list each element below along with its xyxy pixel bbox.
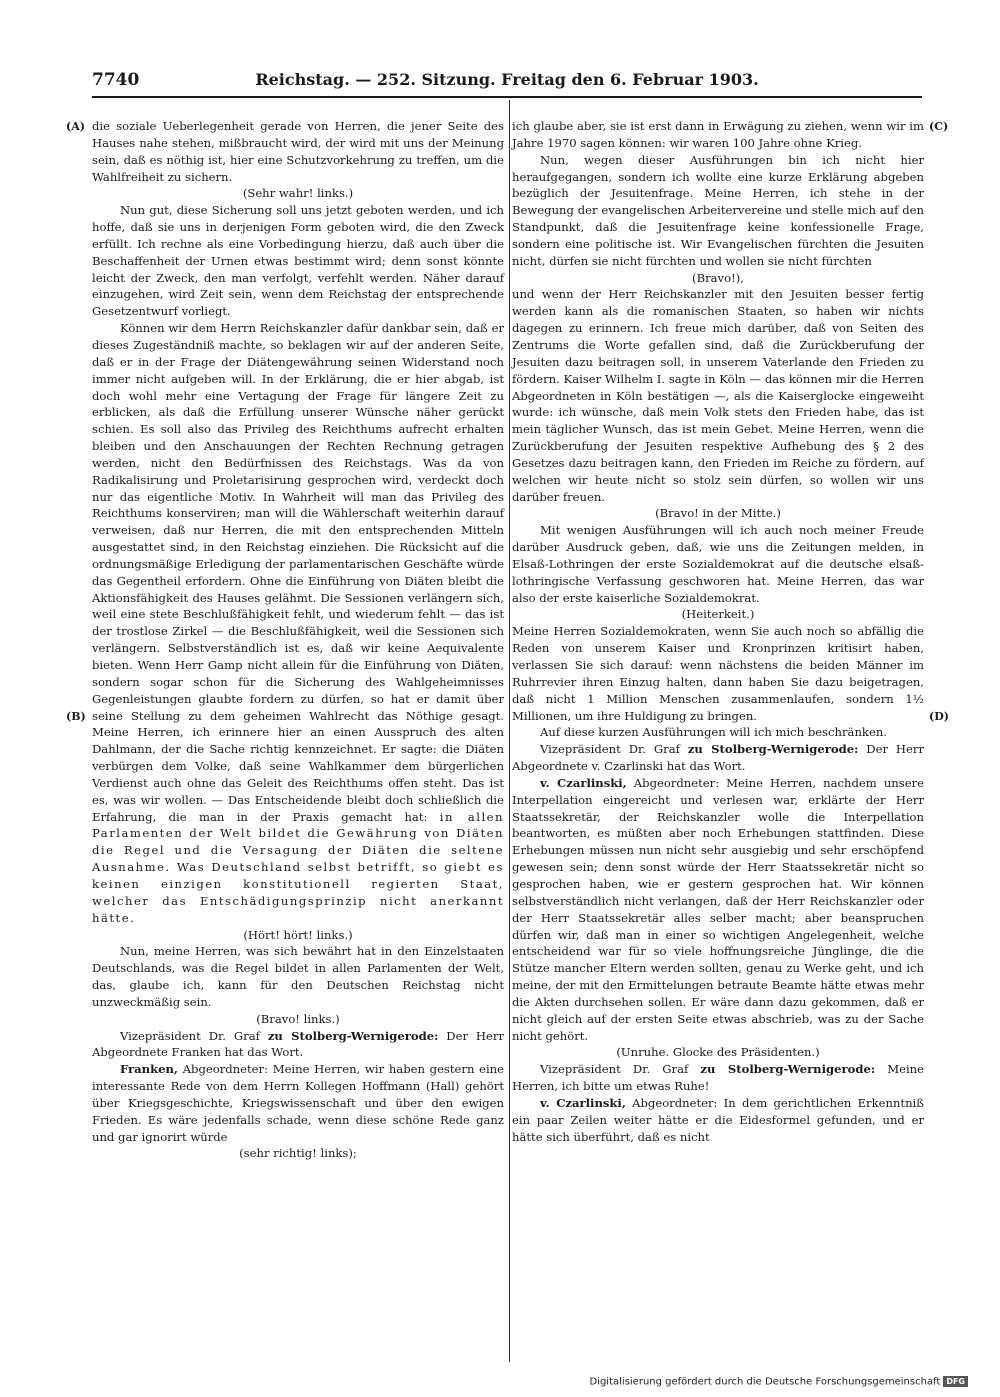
speaker-name: zu Stolberg-Wernigerode: [700, 1062, 876, 1077]
speaker-paragraph [92, 1061, 504, 1145]
paragraph: ich glaube aber, sie ist erst dann in Erwägung zu ziehen, wenn wir im Jahre 1970 sagen können: wir waren 100 Jahre ohne Krieg. [512, 119, 924, 150]
paragraph [92, 320, 504, 926]
speaker-name: zu Stolberg-Wernigerode: [267, 1028, 439, 1043]
speaker-name: Franken, [120, 1062, 178, 1077]
left-column [92, 118, 504, 1162]
speaker-paragraph [512, 741, 924, 775]
column-divider [509, 100, 510, 1362]
speaker-paragraph [512, 1095, 924, 1146]
page-header [92, 70, 922, 96]
interjection: (Hört! hört! links.) [243, 927, 353, 942]
paragraph: Nun gut, diese Sicherung soll uns jetzt geboten werden, und ich hoffe, daß sie uns in derjenigen Form geboten wird, die den Zweck erfüllt. Ich rechne als eine Vorbedingung hierzu, daß auch über die Beschaffenheit der Urnen etwas bestimmt wird; denn sonst könnte leicht der Zweck, den man verfolgt, verfehlt werden. Näher darauf einzugehen, wird Zeit sein, wenn dem Reichstag der entsprechende Gesetzentwurf vorliegt. [92, 203, 504, 319]
interjection: (Bravo! in der Mitte.) [655, 506, 781, 521]
interjection: (Bravo! links.) [256, 1011, 340, 1026]
footer-text: Digitalisierung gefördert durch die Deutsche Forschungsgemeinschaft [589, 1376, 941, 1388]
paragraph: Nun, meine Herren, was sich bewährt hat in den Einzelstaaten Deutschlands, was die Regel bildet in allen Parlamenten der Welt, das, glaube ich, kann für den Deutschen Reichstag nicht unzweckmäßig sein. [92, 944, 504, 1009]
margin-marker-a: (A) [66, 120, 85, 133]
interjection: (sehr richtig! links); [239, 1146, 357, 1161]
speaker-role: Vizepräsident Dr. Graf [120, 1028, 260, 1043]
speech-text: Abgeordneter: Meine Herren, nachdem unsere Interpellation eingereicht und verlesen war, erklärte der Herr Staatssekretär, der Reichskanzler wolle die Interpellation beantworten, es müßten aber noch Erhebungen stattfinden. Diese Erhebungen müssen nun nicht sehr ausgiebig und sehr erschöpfend gewesen sein; denn sonst würde der Herr Staatssekretär nicht so gesprochen haben, wie er gestern gesprochen hat. Wir können selbstverständlich nicht verlangen, daß der Herr Reichskanzler oder der Herr Staatssekretär alles selber macht; aber beanspruchen dürfen wir, daß man in einer so wichtigen Angelegenheit, welche entscheidend war für so viele hoffnungsreiche Jünglinge, die die Stütze mancher Eltern werden sollten, genau zu Werke geht, und ich meine, der mit den Ermittelungen betraute Beamte hätte etwas mehr die Akten durchsehen sollen. Er wäre dann dazu gekommen, daß er nicht gleich auf der ersten Seite etwas abschrieb, was zu der Sache nicht gehört. [512, 775, 924, 1043]
header-rule [92, 96, 922, 98]
paragraph: Mit wenigen Ausführungen will ich auch noch meiner Freude darüber Ausdruck geben, daß, wie uns die Zeitungen melden, in Elsaß-Lothringen der erste Sozialdemokrat auf die deutsche elsaß-lothringische Verfassung geschworen hat. Meine Herren, das war also der erste kaiserliche Sozialdemokrat. [512, 523, 924, 605]
page-number: 7740 [92, 70, 140, 90]
paragraph-text: Können wir dem Herrn Reichskanzler dafür dankbar sein, daß er dieses Zugeständniß machte, so beklagen wir auf der anderen Seite, daß er in der Frage der Diätengewährung seinen Widerstand noch immer nicht aufgeben will. In der Erklärung, die er hier abgab, ist doch wohl mehr eine Vertagung der Frage für längere Zeit zu erblicken, als daß die Erfüllung unserer Wünsche näher gerückt schien. Es soll also das Privileg des Reichthums aufrecht erhalten bleiben und den Anschauungen der Rechten Rechnung getragen werden, nicht den Bedürfnissen des Reichstags. Was da von Radikalisirung und Proletarisirung gesprochen wird, verdeckt doch nur das eigentliche Motiv. In Wahrheit will man das Privileg des Reichthums konserviren; man will die Wählerschaft weiterhin darauf verweisen, daß nur Herren, die mit den entsprechenden Mitteln ausgestattet sind, in den Reichstag einziehen. Die Rücksicht auf die ordnungsmäßige Erledigung der parlamentarischen Geschäfte würde das Gegentheil erfordern. Ohne die Einführung von Diäten bleibt die Aktionsfähigkeit des Hauses gelähmt. Die Sessionen verlängern sich, weil eine stete Beschlußfähigkeit fehlt, und wiederum fehlt — das ist der trostlose Zirkel — die Beschlußfähigkeit, weil die Sessionen sich verlängern. Selbstverständlich ist es, daß wir keine Aequivalente bieten. Wenn Herr Gamp nicht allein für die Einführung von Diäten, sondern sogar schon für die Sicherung des Wahlgeheimnisses Gegenleistungen glaubte fordern zu dürfen, so hat er damit über seine Stellung zu dem geheimen Wahlrecht das Nöthige gesagt. Meine Herren, ich erinnere hier an einen Ausspruch des alten Dahlmann, der die Sache richtig kennzeichnet. Er sagte: die Diäten verbürgen dem Volke, daß seine Wahlkammer dem bürgerlichen Verdienst auch ohne das Geleit des Reichthums offen steht. Das ist es, was wir wollen. — Das Entscheidende bleibt doch schließlich die Erfahrung, die man in der Praxis gemacht hat: [92, 321, 504, 824]
speech-text: Abgeordneter: Meine Herren, wir haben gestern eine interessante Rede von dem Herrn Kollegen Hoffmann (Hall) gehört über Kriegsgeschichte, Kriegswissenschaft und über den ewigen Frieden. Es wäre jedenfalls schade, wenn diese schöne Rede ganz und gar ignorirt würde [92, 1062, 505, 1144]
speech-text: Abgeordneter: In dem gerichtlichen Erkenntniß ein paar Zeilen weiter hätte er die Eidesformel gefunden, und er hätte sich überführt, daß es nicht [512, 1095, 924, 1144]
speaker-name: v. Czarlinski, [540, 775, 627, 790]
speaker-name: v. Czarlinski, [540, 1095, 626, 1110]
interjection: (Heiterkeit.) [681, 607, 755, 622]
speaker-name: zu Stolberg-Wernigerode: [687, 742, 859, 757]
interjection: (Unruhe. Glocke des Präsidenten.) [616, 1045, 820, 1060]
speech-text: Der Herr Abgeordnete v. Czarlinski hat das Wort. [512, 742, 924, 774]
paragraph: die soziale Ueberlegenheit gerade von Herren, die jener Seite des Hauses nahe stehen, mißbraucht wird, der wird mit uns der Meinung sein, daß es nöthig ist, hier eine Schutzvorkehrung zu treffen, um die Wahlfreiheit zu sichern. [92, 119, 504, 184]
interjection: (Bravo!), [692, 270, 744, 285]
margin-marker-b: (B) [66, 710, 86, 723]
dfg-logo: DFG [943, 1376, 968, 1387]
speech-text: Meine Herren, ich bitte um etwas Ruhe! [512, 1062, 925, 1094]
paragraph: Auf diese kurzen Ausführungen will ich mich beschränken. [540, 725, 887, 740]
speech-text: Der Herr Abgeordnete Franken hat das Wort. [92, 1028, 504, 1060]
margin-marker-d: (D) [929, 710, 949, 723]
paragraph: und wenn der Herr Reichskanzler mit den Jesuiten besser fertig werden kann als die romanischen Staaten, so haben wir nichts dagegen zu erinnern. Ich freue mich darüber, daß von Seiten des Zentrums die Worte gefallen sind, daß die Zurückberufung der Jesuiten dazu beitragen soll, in unserem Vaterlande den Frieden zu fördern. Kaiser Wilhelm I. sagte in Köln — das können mir die Herren Abgeordneten in Köln bestätigen —, als die Kaiserglocke eingeweiht wurde: ich wünsche, daß mein Volk stets den Frieden habe, das ist mein täglicher Wunsch, das ist mein Gebet. Meine Herren, wenn die Zurückberufung der Jesuiten respektive Aufhebung des § 2 des Gesetzes dazu beitragen kann, den Frieden im Reiche zu fördern, auf welchen wir heute nicht so stolz sein dürfen, so wollen wir uns darüber freuen. [512, 287, 924, 504]
speaker-role: Vizepräsident Dr. Graf [540, 742, 680, 757]
speaker-paragraph [92, 1028, 504, 1062]
right-column [512, 118, 924, 1145]
running-head: Reichstag. — 252. Sitzung. Freitag den 6. Februar 1903. [255, 70, 759, 89]
paragraph: Meine Herren Sozialdemokraten, wenn Sie auch noch so abfällig die Reden von unserem Kaiser und Kronprinzen kritisirt haben, verlassen Sie sich darauf: wenn nächstens die beiden Männer im Ruhrrevier ihren Einzug halten, dann haben Sie dazu beigetragen, daß nicht 1 Million Menschen zusammenlaufen, sondern 1½ Millionen, um ihre Huldigung zu bringen. [512, 624, 924, 723]
margin-marker-c: (C) [929, 120, 949, 133]
paragraph: Nun, wegen dieser Ausführungen bin ich nicht hier heraufgegangen, sondern ich wollte eine kurze Erklärung abgeben bezüglich der Jesuitenfrage. Meine Herren, ich stehe in der Bewegung der evangelischen Arbeitervereine und stelle mich auf den Standpunkt, daß die Jesuitenfrage keine konfessionelle Frage, sondern eine politische ist. Wir Evangelischen fürchten die Jesuiten nicht, dürfen sie nicht fürchten und wollen sie nicht fürchten [512, 152, 924, 268]
emphasized-text: in allen Parlamenten der Welt bildet die Gewährung von Diäten die Regel und die Versagung der Diäten die seltene Ausnahme. Was Deutschland selbst betrifft, so giebt es keinen einzigen konstitutionell regierten Staat, welcher das Entschädigungsprinzip nicht anerkannt hätte. [92, 809, 504, 925]
digitization-footer [589, 1376, 968, 1388]
speaker-role: Vizepräsident Dr. Graf [540, 1062, 689, 1077]
speaker-paragraph [512, 775, 924, 1045]
speaker-paragraph [512, 1061, 924, 1095]
interjection: (Sehr wahr! links.) [242, 186, 354, 201]
